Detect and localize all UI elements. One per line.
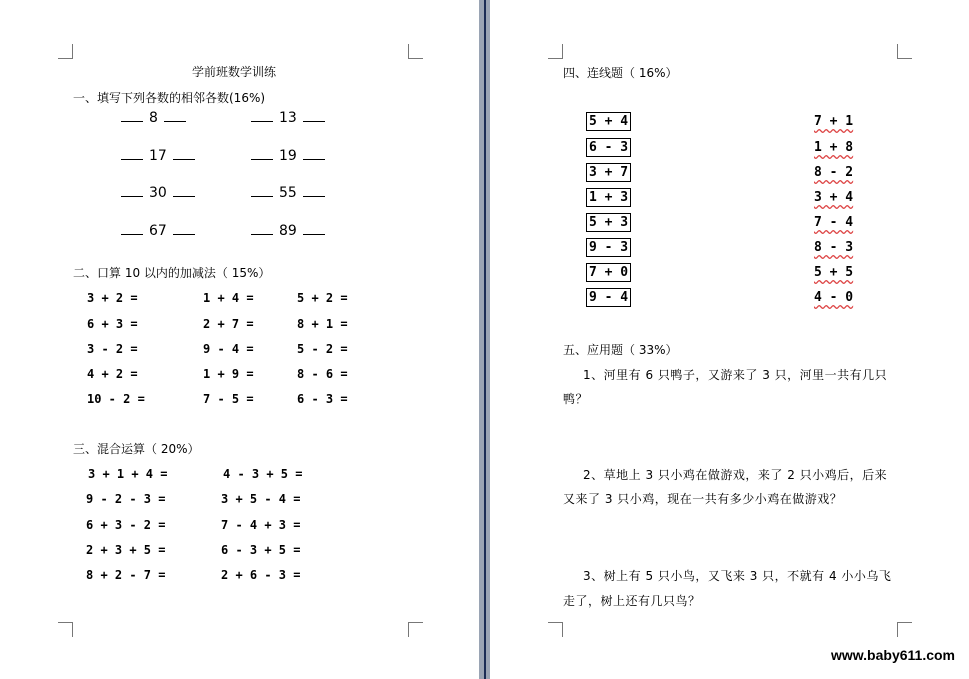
arith-problem: 6 - 3 =	[297, 392, 348, 406]
question-2-line-2: 又来了 3 只小鸡，现在一共有多少小鸡在做游戏？	[563, 492, 843, 506]
arith-problem: 5 + 2 =	[297, 291, 348, 305]
match-right-item[interactable]: 7 + 1	[814, 114, 854, 129]
match-right-item[interactable]: 7 - 4	[814, 215, 854, 230]
arith-problem: 3 - 2 =	[87, 342, 138, 356]
section2-heading: 二、口算 10 以内的加减法（ 15%）	[73, 266, 271, 280]
crop-mark	[548, 44, 563, 59]
left-page	[0, 0, 479, 679]
arith-problem: 4 + 2 =	[87, 367, 138, 381]
arith-problem: 8 - 6 =	[297, 367, 348, 381]
arith-problem: 5 - 2 =	[297, 342, 348, 356]
mixed-problem: 8 + 2 - 7 =	[86, 568, 166, 582]
question-2-line-1: 2、草地上 3 只小鸡在做游戏，来了 2 只小鸡后，后来	[583, 468, 888, 482]
crop-mark	[58, 622, 73, 637]
section1-heading: 一、填写下列各数的相邻各数(16%)	[73, 91, 266, 105]
page-title: 学前班数学训练	[192, 65, 277, 79]
match-left-item[interactable]: 7 + 0	[586, 263, 631, 282]
mixed-problem: 9 - 2 - 3 =	[86, 492, 166, 506]
arith-problem: 10 - 2 =	[87, 392, 145, 406]
question-3-line-1: 3、树上有 5 只小鸟，又飞来 3 只，不就有 4 小小乌飞	[583, 569, 892, 583]
question-1-line-2: 鸭？	[563, 392, 589, 406]
arith-problem: 2 + 7 =	[203, 317, 254, 331]
match-right-item[interactable]: 8 - 2	[814, 165, 854, 180]
arith-problem: 1 + 4 =	[203, 291, 254, 305]
section3-heading: 三、混合运算（ 20%）	[73, 442, 200, 456]
match-left-item[interactable]: 1 + 3	[586, 188, 631, 207]
arith-problem: 8 + 1 =	[297, 317, 348, 331]
neighbor-item: 13	[251, 110, 325, 126]
neighbor-item: 67	[121, 223, 195, 239]
neighbor-item: 55	[251, 185, 325, 201]
arith-problem: 3 + 2 =	[87, 291, 138, 305]
arith-problem: 6 + 3 =	[87, 317, 138, 331]
section4-heading: 四、连线题（ 16%）	[563, 66, 678, 80]
mixed-problem: 2 + 6 - 3 =	[221, 568, 301, 582]
match-left-item[interactable]: 9 - 4	[586, 288, 631, 307]
match-left-item[interactable]: 9 - 3	[586, 238, 631, 257]
crop-mark	[408, 622, 423, 637]
match-right-item[interactable]: 8 - 3	[814, 240, 854, 255]
crop-mark	[897, 44, 912, 59]
neighbor-item: 89	[251, 223, 325, 239]
mixed-problem: 3 + 5 - 4 =	[221, 492, 301, 506]
match-left-item[interactable]: 5 + 3	[586, 213, 631, 232]
mixed-problem: 2 + 3 + 5 =	[86, 543, 166, 557]
arith-problem: 1 + 9 =	[203, 367, 254, 381]
mixed-problem: 3 + 1 + 4 =	[88, 467, 168, 481]
crop-mark	[548, 622, 563, 637]
match-left-item[interactable]: 6 - 3	[586, 138, 631, 157]
mixed-problem: 4 - 3 + 5 =	[223, 467, 303, 481]
question-3-line-2: 走了，树上还有几只鸟？	[563, 594, 701, 608]
match-left-item[interactable]: 5 + 4	[586, 112, 631, 131]
neighbor-item: 30	[121, 185, 195, 201]
mixed-problem: 7 - 4 + 3 =	[221, 518, 301, 532]
crop-mark	[58, 44, 73, 59]
match-left-item[interactable]: 3 + 7	[586, 163, 631, 182]
site-watermark: www.baby611.com	[831, 647, 955, 663]
match-right-item[interactable]: 5 + 5	[814, 265, 854, 280]
crop-mark	[408, 44, 423, 59]
neighbor-item: 8	[121, 110, 186, 126]
neighbor-item: 17	[121, 148, 195, 164]
mixed-problem: 6 + 3 - 2 =	[86, 518, 166, 532]
match-right-item[interactable]: 3 + 4	[814, 190, 854, 205]
match-right-item[interactable]: 4 - 0	[814, 290, 854, 305]
page-divider	[484, 0, 486, 679]
match-right-item[interactable]: 1 + 8	[814, 140, 854, 155]
question-1-line-1: 1、河里有 6 只鸭子，又游来了 3 只，河里一共有几只	[583, 368, 888, 382]
mixed-problem: 6 - 3 + 5 =	[221, 543, 301, 557]
section5-heading: 五、应用题（ 33%）	[563, 343, 678, 357]
right-page	[490, 0, 969, 679]
arith-problem: 9 - 4 =	[203, 342, 254, 356]
arith-problem: 7 - 5 =	[203, 392, 254, 406]
neighbor-item: 19	[251, 148, 325, 164]
crop-mark	[897, 622, 912, 637]
